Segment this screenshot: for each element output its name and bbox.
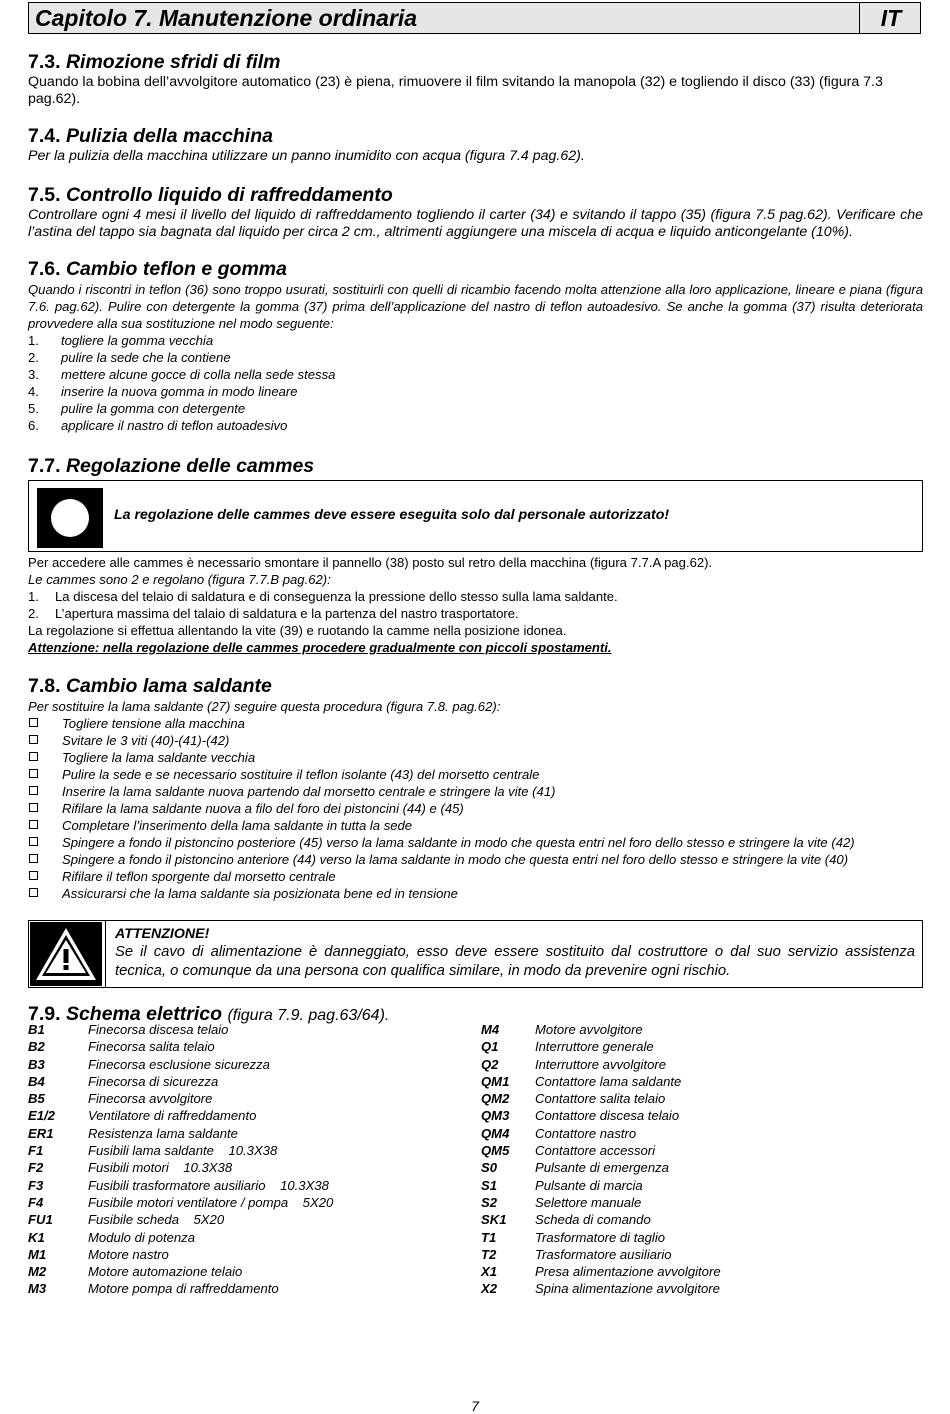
legend-row [28,1280,468,1297]
checklist-item: Completare l’inserimento della lama saldante in tutta la sede [28,817,923,834]
component-description: Finecorsa esclusione sicurezza [88,1056,270,1072]
component-description: Contattore lama saldante [535,1073,682,1089]
component-code: QM2 [481,1091,510,1107]
checkbox-icon [29,837,38,846]
legend-row [481,1280,921,1297]
component-code: B4 [28,1073,45,1089]
checklist-item: Assicurarsi che la lama saldante sia posizionata bene ed in tensione [28,885,923,902]
component-description: Motore automazione telaio [88,1264,243,1280]
component-description: Contattore nastro [535,1125,637,1141]
legend-row [481,1246,921,1263]
legend-row [28,1194,468,1211]
page-number: 7 [471,1398,479,1414]
component-code: M2 [28,1264,47,1280]
checklist-item: Svitare le 3 viti (40)-(41)-(42) [28,732,923,749]
legend-row [481,1142,921,1159]
component-code: F3 [28,1177,44,1193]
component-description: Interruttore avvolgitore [535,1056,667,1072]
mandatory-action-icon [37,488,103,548]
legend-row [28,1246,468,1263]
legend-row [28,1229,468,1246]
notice-text: La regolazione delle cammes deve essere eseguita solo dal personale autorizzato! [114,507,670,523]
legend-row [28,1211,468,1228]
component-description: Contattore discesa telaio [535,1108,680,1124]
legend-row [481,1021,921,1038]
checkbox-icon [29,735,38,744]
component-description: Motore avvolgitore [535,1022,643,1037]
list-item: 6. applicare il nastro di teflon autoadesivo [28,418,288,433]
legend-row [28,1159,468,1176]
legend-column-left [28,1021,468,1298]
component-description: Motore pompa di raffreddamento [88,1281,279,1297]
component-code: M4 [481,1022,500,1037]
component-description: Finecorsa discesa telaio [88,1022,229,1037]
component-code: S0 [481,1160,498,1176]
warning-triangle-icon [29,921,105,987]
component-code: X2 [481,1281,498,1297]
checklist-item: Togliere la lama saldante vecchia [28,749,923,766]
checkbox-icon [29,871,38,880]
section-heading: 7.3. Rimozione sfridi di film [28,51,281,73]
legend-row [28,1073,468,1090]
page-content [28,50,926,1301]
legend-row [481,1056,921,1073]
paragraph: Per sostituire la lama saldante (27) seguire questa procedura (figura 7.8. pag.62): [28,699,501,714]
component-code: B2 [28,1039,45,1055]
legend-row [28,1177,468,1194]
list-item: 4. inserire la nuova gomma in modo lineare [28,384,298,399]
section-heading: 7.4. Pulizia della macchina [28,125,273,147]
section-7-8 [28,674,926,902]
checklist-item: Rifilare il teflon sporgente dal morsetto centrale [28,868,923,885]
power-cable-warning [28,920,923,988]
list-item: 2. L’apertura massima del talaio di saldatura e la partenza del nastro trasportatore. [28,606,519,621]
checkbox-icon [29,820,38,829]
blade-replacement-checklist [28,715,923,902]
authorized-personnel-notice [28,480,923,552]
component-description: Finecorsa avvolgitore [88,1091,213,1107]
section-body: Quando la bobina dell’avvolgitore automatico (23) è piena, rimuovere il film svitando la manopola (32) e togliendo il disco (33) (figura 7.3 pag.62). [28,74,883,107]
legend-row [28,1090,468,1107]
legend-row [28,1125,468,1142]
legend-row [481,1194,921,1211]
component-code: K1 [28,1229,45,1245]
component-code: ER1 [28,1125,54,1141]
checklist-item: Spingere a fondo il pistoncino posteriore (45) verso la lama saldante in modo che questa entri nel foro dello stesso e stringere la vite (42) [28,834,923,851]
component-description: Finecorsa salita telaio [88,1039,215,1055]
checkbox-icon [29,854,38,863]
component-code: T2 [481,1246,497,1262]
legend-row [481,1107,921,1124]
legend-row [481,1263,921,1280]
component-code: F4 [28,1194,44,1210]
component-description: Interruttore generale [535,1039,654,1055]
component-code: B1 [28,1022,45,1037]
component-code: M1 [28,1246,47,1262]
component-code: QM4 [481,1125,510,1141]
component-code: X1 [481,1264,498,1280]
component-description: Pulsante di emergenza [535,1160,669,1176]
section-7-3 [28,50,926,108]
component-code: FU1 [28,1212,53,1228]
legend-row [481,1038,921,1055]
component-code: B3 [28,1056,45,1072]
component-description: Spina alimentazione avvolgitore [535,1281,720,1297]
component-code: B5 [28,1091,45,1107]
component-description: Trasformatore di taglio [535,1229,666,1245]
section-7-7 [28,454,926,656]
section-heading: 7.6. Cambio teflon e gomma [28,258,287,280]
component-description: Contattore salita telaio [535,1091,666,1107]
checkbox-icon [29,786,38,795]
section-7-5 [28,183,926,241]
component-code: Q2 [481,1056,499,1072]
component-description: Pulsante di marcia [535,1177,643,1193]
component-code: F2 [28,1160,44,1176]
paragraph: La regolazione si effettua allentando la vite (39) e ruotando la camme nella posizione idonea. [28,623,567,638]
checkbox-icon [29,718,38,727]
list-item: 1. togliere la gomma vecchia [28,333,214,348]
list-item: 5. pulire la gomma con detergente [28,401,246,416]
legend-row [481,1090,921,1107]
component-description: Motore nastro [88,1246,169,1262]
component-code: SK1 [481,1212,507,1228]
section-7-6 [28,257,926,434]
component-description: Resistenza lama saldante [88,1125,238,1141]
language-code: IT [880,5,902,31]
component-description: Contattore accessori [535,1143,656,1159]
component-description: Scheda di comando [535,1212,651,1228]
paragraph: Per accedere alle cammes è necessario smontare il pannello (38) posto sul retro della macchina (figura 7.7.A pag.62). [28,555,713,570]
legend-row [481,1073,921,1090]
checklist-item: Pulire la sede e se necessario sostituire il teflon isolante (43) del morsetto centrale [28,766,923,783]
chapter-title: Capitolo 7. Manutenzione ordinaria [35,5,418,31]
component-description: Presa alimentazione avvolgitore [535,1264,721,1280]
legend-row [28,1107,468,1124]
component-description: Modulo di potenza [88,1229,196,1245]
component-code: QM5 [481,1143,510,1159]
legend-row [28,1263,468,1280]
attention-note: Attenzione: nella regolazione delle cammes procedere gradualmente con piccoli spostamenti. [28,640,612,655]
section-heading: 7.8. Cambio lama saldante [28,675,272,697]
section-7-4 [28,124,926,165]
legend-row [28,1038,468,1055]
replacement-steps [28,332,926,434]
section-7-9 [28,1002,926,1301]
component-code: E1/2 [28,1108,55,1124]
section-heading: 7.9. Schema elettrico (figura 7.9. pag.63/64). [28,1003,390,1025]
warning-title: ATTENZIONE! [115,926,210,942]
checkbox-icon [29,769,38,778]
component-code: S1 [481,1177,498,1193]
checklist-item: Togliere tensione alla macchina [28,715,923,732]
component-code: Q1 [481,1039,499,1055]
legend-row [28,1142,468,1159]
component-code: QM1 [481,1073,510,1089]
chapter-header [28,2,921,34]
legend-column-right [481,1021,921,1298]
component-code: M3 [28,1281,47,1297]
component-code: F1 [28,1143,44,1159]
component-description: Fusibile scheda 5X20 [88,1212,225,1228]
legend-row [481,1177,921,1194]
wiring-legend [28,1021,926,1301]
component-code: QM3 [481,1108,510,1124]
list-item: 1. La discesa del telaio di saldatura e di conseguenza la pressione dello stesso sulla lama saldante. [28,589,618,604]
component-description: Fusibile motori ventilatore / pompa 5X20 [88,1194,334,1210]
component-description: Fusibili lama saldante 10.3X38 [88,1143,278,1159]
legend-row [28,1056,468,1073]
cam-functions-list [28,588,926,622]
list-item: 3. mettere alcune gocce di colla nella sede stessa [28,367,336,382]
warning-body: Se il cavo di alimentazione è danneggiato, esso deve essere sostituito dal costruttore o dal suo servizio assistenza tecnica, o comunque da una persona con qualifica similare, in modo da prevenire ogni rischio. [115,944,915,979]
component-description: Fusibili trasformatore ausiliario 10.3X38 [88,1177,329,1193]
component-description: Ventilatore di raffreddamento [88,1108,257,1124]
checkbox-icon [29,803,38,812]
component-description: Trasformatore ausiliario [535,1246,672,1262]
checkbox-icon [29,752,38,761]
component-description: Selettore manuale [535,1194,642,1210]
section-heading: 7.5. Controllo liquido di raffreddamento [28,184,393,206]
legend-row [481,1159,921,1176]
checkbox-icon [29,888,38,897]
component-description: Finecorsa di sicurezza [88,1073,219,1089]
legend-row [28,1021,468,1038]
paragraph: Le cammes sono 2 e regolano (figura 7.7.B pag.62): [28,572,331,587]
checklist-item: Spingere a fondo il pistoncino anteriore (44) verso la lama saldante in modo che questa entri nel foro dello stesso e stringere la vite (40) [28,851,923,868]
component-description: Fusibili motori 10.3X38 [88,1160,233,1176]
section-heading: 7.7. Regolazione delle cammes [28,455,315,477]
section-body: Per la pulizia della macchina utilizzare un panno inumidito con acqua (figura 7.4 pag.62). [28,148,585,164]
legend-row [481,1125,921,1142]
section-body: Quando i riscontri in teflon (36) sono troppo usurati, sostituirli con quelli di ricambio facendo molta attenzione alla loro applicazione, lineare e piana (figura 7.6. pag.62). Pulire con detergente la gomma (37) prima dell’applicazione del nastro di teflon autoadesivo. Se anche la gomma (37) risulta deteriorata provvedere alla sua sostituzione nel modo seguente: [28,282,923,331]
checklist-item: Rifilare la lama saldante nuova a filo del foro dei pistoncini (44) e (45) [28,800,923,817]
component-code: T1 [481,1229,497,1245]
section-body: Controllare ogni 4 mesi il livello del liquido di raffreddamento togliendo il carter (34) e svitando il tappo (35) (figura 7.5 pag.62). Verificare che l’astina del tappo sia bagnata dal liquido per circa 2 cm., altrimenti aggiungere una miscela di acqua e liquido anticongelante (10%). [28,207,923,240]
component-code: S2 [481,1194,498,1210]
legend-row [481,1229,921,1246]
checklist-item: Inserire la lama saldante nuova partendo dal morsetto centrale e stringere la vite (41) [28,783,923,800]
list-item: 2. pulire la sede che la contiene [28,350,231,365]
legend-row [481,1211,921,1228]
